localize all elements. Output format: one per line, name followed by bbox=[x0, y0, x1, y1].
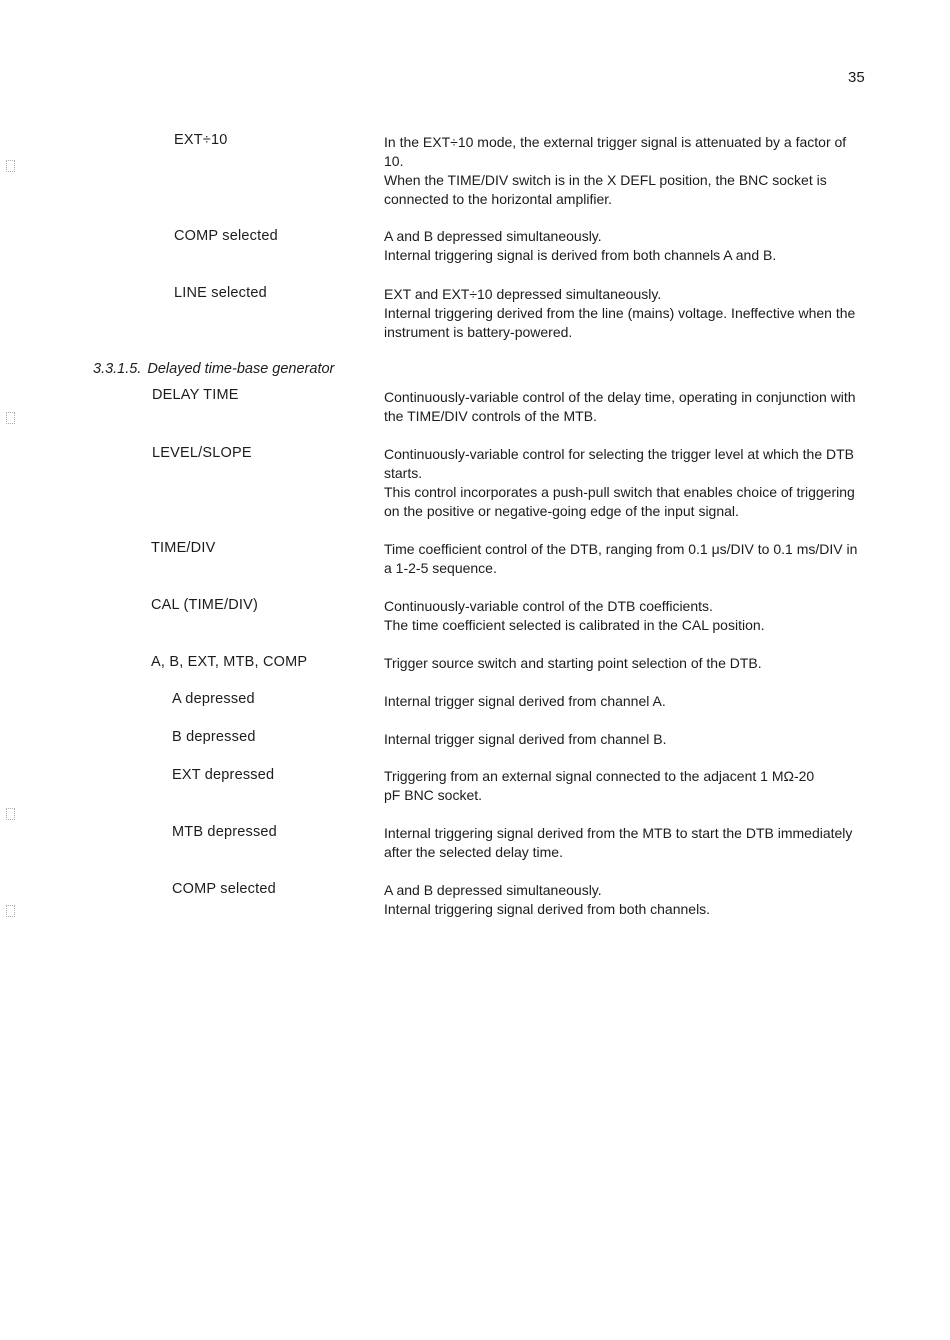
desc-mtb-depressed bbox=[384, 824, 869, 862]
desc-paragraph: A and B depressed simultaneously. bbox=[384, 228, 602, 244]
desc-comp-selected bbox=[384, 227, 869, 265]
scan-artifact bbox=[6, 412, 15, 424]
scan-artifact bbox=[6, 160, 15, 172]
desc-time-div bbox=[384, 540, 869, 578]
term-level-slope: LEVEL/SLOPE bbox=[152, 445, 252, 461]
desc-paragraph: Continuously-variable control for selecting the trigger level at which the DTB starts. bbox=[384, 446, 855, 481]
desc-ext-div10 bbox=[384, 133, 869, 209]
desc-paragraph: The time coefficient selected is calibrated in the CAL position. bbox=[384, 617, 765, 633]
term-ext-depressed: EXT depressed bbox=[172, 767, 275, 783]
desc-paragraph: EXT and EXT÷10 depressed simultaneously. bbox=[384, 286, 662, 302]
term-trigger-source: A, B, EXT, MTB, COMP bbox=[151, 654, 308, 670]
term-cal-time-div: CAL (TIME/DIV) bbox=[151, 597, 258, 613]
section-title: Delayed time-base generator bbox=[147, 361, 335, 377]
desc-paragraph: Internal triggering signal derived from both channels. bbox=[384, 901, 711, 917]
desc-paragraph: Internal triggering signal is derived from both channels A and B. bbox=[384, 247, 777, 263]
desc-a-depressed bbox=[384, 692, 869, 711]
desc-paragraph: Time coefficient control of the DTB, ranging from 0.1 μs/DIV to 0.1 ms/DIV in a 1-2-5 sequence. bbox=[384, 541, 858, 576]
desc-cal-time-div bbox=[384, 597, 869, 635]
desc-paragraph: When the TIME/DIV switch is in the X DEFL position, the BNC socket is connected to the horizontal amplifier. bbox=[384, 172, 827, 207]
desc-paragraph: This control incorporates a push-pull switch that enables choice of triggering on the positive or negative-going edge of the input signal. bbox=[384, 484, 855, 519]
scan-artifact bbox=[6, 808, 15, 820]
desc-ext-depressed bbox=[384, 767, 824, 805]
desc-paragraph: Continuously-variable control of the DTB coefficients. bbox=[384, 598, 713, 614]
term-comp-selected: COMP selected bbox=[174, 228, 278, 244]
desc-paragraph: Internal trigger signal derived from channel A. bbox=[384, 693, 666, 709]
desc-paragraph: Internal triggering derived from the line (mains) voltage. Ineffective when the instrument is battery-powered. bbox=[384, 305, 856, 340]
desc-level-slope bbox=[384, 445, 869, 521]
scan-artifact bbox=[6, 905, 15, 917]
term-time-div: TIME/DIV bbox=[151, 540, 216, 556]
page-number: 35 bbox=[848, 69, 865, 86]
desc-trigger-source bbox=[384, 654, 869, 673]
desc-line-selected bbox=[384, 285, 869, 342]
desc-b-depressed bbox=[384, 730, 869, 749]
desc-paragraph: In the EXT÷10 mode, the external trigger signal is attenuated by a factor of 10. bbox=[384, 134, 847, 169]
desc-paragraph: Triggering from an external signal connected to the adjacent 1 MΩ-20 pF BNC socket. bbox=[384, 768, 815, 803]
section-number: 3.3.1.5. bbox=[93, 361, 142, 377]
desc-paragraph: Internal trigger signal derived from channel B. bbox=[384, 731, 667, 747]
desc-delay-time bbox=[384, 388, 869, 426]
term-comp-selected-dtb: COMP selected bbox=[172, 881, 276, 897]
desc-paragraph: Internal triggering signal derived from the MTB to start the DTB immediately after the selected delay time. bbox=[384, 825, 853, 860]
desc-paragraph: Continuously-variable control of the delay time, operating in conjunction with the TIME/DIV controls of the MTB. bbox=[384, 389, 856, 424]
section-heading bbox=[93, 360, 334, 379]
desc-paragraph: Trigger source switch and starting point selection of the DTB. bbox=[384, 655, 762, 671]
term-line-selected: LINE selected bbox=[174, 285, 267, 301]
desc-comp-selected-dtb bbox=[384, 881, 869, 919]
term-b-depressed: B depressed bbox=[172, 729, 256, 745]
term-a-depressed: A depressed bbox=[172, 691, 255, 707]
term-mtb-depressed: MTB depressed bbox=[172, 824, 277, 840]
term-delay-time: DELAY TIME bbox=[152, 387, 239, 403]
desc-paragraph: A and B depressed simultaneously. bbox=[384, 882, 602, 898]
term-ext-div10: EXT÷10 bbox=[174, 132, 228, 148]
